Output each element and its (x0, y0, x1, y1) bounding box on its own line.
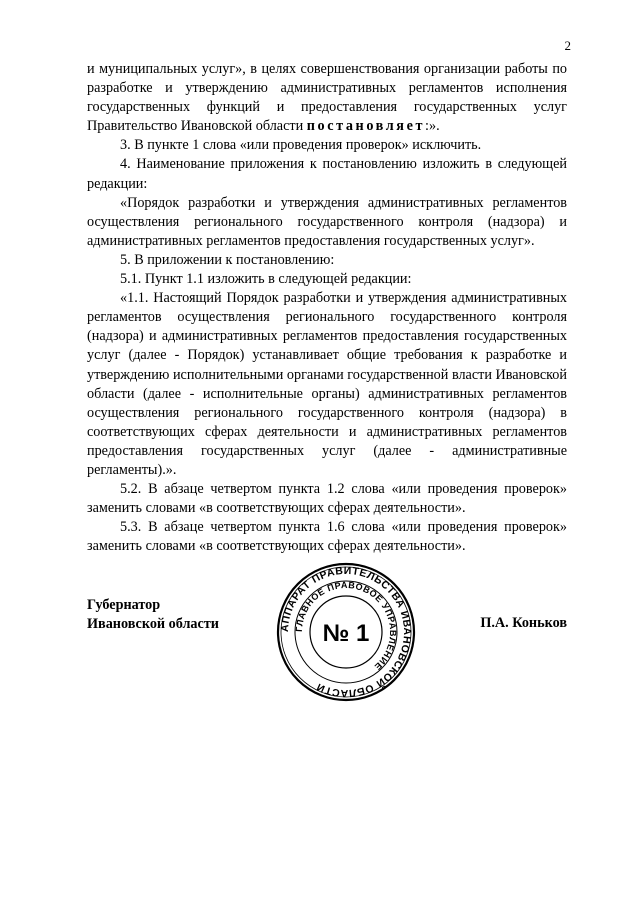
seal-outer-text: АППАРАТ ПРАВИТЕЛЬСТВА ИВАНОВСКОЙ ОБЛАСТИ (278, 564, 414, 700)
page-number: 2 (564, 38, 571, 53)
paragraph-6: 5.1. Пункт 1.1 изложить в следующей редакции: (120, 271, 412, 288)
paragraph-3: 4. Наименование приложения к постановлению изложить в следующей редакции: (87, 156, 567, 192)
paragraph-4: «Порядок разработки и утверждения административных регламентов осуществления регионального государственного контроля (надзора) и административных регламентов предоставления государственных услуг». (87, 194, 567, 249)
paragraph-2: 3. В пункте 1 слова «или проведения проверок» исключить. (120, 137, 482, 154)
official-seal-stamp (276, 562, 416, 702)
paragraph-5: 5. В приложении к постановлению: (120, 251, 335, 268)
signatory-title (87, 596, 219, 634)
paragraph-8: 5.2. В абзаце четвертом пункта 1.2 слова «или проведения проверок» заменить словами «в соответствующих сферах деятельности». (87, 481, 567, 517)
paragraph-7: «1.1. Настоящий Порядок разработки и утверждения административных регламентов осуществления регионального государственного контроля (надзора) и административных регламентов предоставления государственных услуг (далее - Порядок) устанавливает общие требования к разработке и утверждению исполнительными органами государственной власти Ивановской области (далее - исполнительные органы) административных регламентов осуществления регионального государственного контроля (надзора) в соответствующих сферах деятельности и административных регламентов предоставления государственных услуг (далее - административные регламенты).». (87, 290, 567, 478)
seal-number: № 1 (322, 620, 370, 647)
paragraph-1-text: и муниципальных услуг», в целях совершенствования организации работы по разработке и утверждению административных регламентов исполнения государственных функций и предоставления государственных услуг Правительство Ивановской области (87, 61, 567, 135)
signatory-name: П.А. Коньков (480, 615, 567, 631)
paragraph-1 (87, 60, 567, 136)
signatory-title-line-2: Ивановской области (87, 616, 219, 632)
decree-keyword: постановляет (306, 118, 426, 135)
seal-inner-text: ГЛАВНОЕ ПРАВОВОЕ УПРАВЛЕНИЕ (293, 579, 399, 673)
signatory-title-line-1: Губернатор (87, 597, 161, 613)
paragraph-9: 5.3. В абзаце четвертом пункта 1.6 слова «или проведения проверок» заменить словами «в соответствующих сферах деятельности». (87, 519, 567, 555)
paragraph-1-suffix: :». (425, 118, 440, 135)
document-body (87, 60, 567, 556)
